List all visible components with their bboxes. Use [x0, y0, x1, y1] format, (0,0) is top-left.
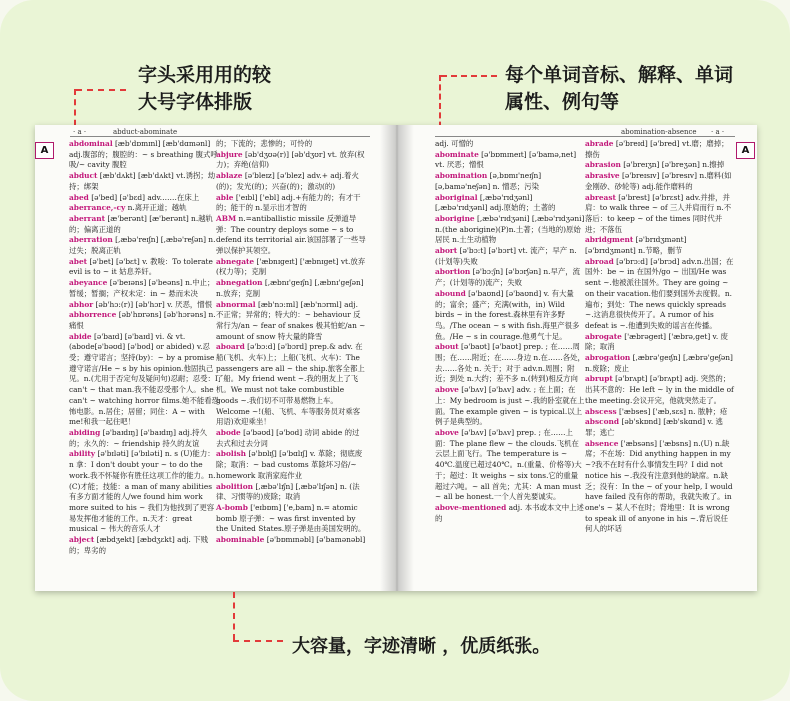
dictionary-spread: [35, 125, 757, 591]
entry-definition: [,æbrə'geɪʃn] [,æbrə'geʃən] n.废除；废止: [585, 353, 733, 373]
dictionary-entry: [216, 300, 366, 343]
entry-definition: [,æbə'reɪʃn] [,æbə'reʃən] n.过失；脱离正轨: [69, 235, 216, 256]
entry-headword: above: [435, 427, 459, 437]
dictionary-entry: [216, 449, 366, 481]
entry-definition: [ə'bəʊd] [ə'bod] 动词 abide 的过去式和过去分词: [216, 427, 360, 448]
entry-headword: aberration: [69, 235, 113, 245]
entry-headword: abduct: [69, 171, 98, 181]
entry-headword: ability: [69, 449, 96, 459]
entry-definition: [ə'bʌv] [ə'bʌv] prep. ; 在……上面：The plane flew ~ the clouds.飞机在云层上面飞行。The temperature is ~ 40℃.温度已超过40℃。n.(重量、价格等)大于；超过：It weighs ~ six tons.它的重量超过六吨。~ all 首先；尤其：A man must ~ all be honest.一个人首先要诚实。: [435, 427, 582, 502]
entry-definition: [æbdʒekt] [æbdʒɛkt] adj. 下贱的；卑劣的: [69, 535, 209, 555]
entry-headword: abjure: [216, 149, 243, 159]
entry-definition: adj. 可憎的: [435, 139, 474, 148]
dictionary-entry: [216, 342, 366, 428]
entry-definition: [ə,bɒmɪ'neɪʃn] [ə,bamə'neʃən] n. 憎恶；污染: [435, 171, 542, 191]
callout-top-left: [138, 62, 271, 116]
entry-definition: [ə'brɪdʒmənt] [ə'brɪdʒmənt] n.节略，删节: [585, 235, 687, 256]
entry-headword: above-mentioned: [435, 502, 507, 512]
dictionary-entry: [435, 289, 585, 343]
entry-headword: abiding: [69, 427, 101, 437]
callout-top-right-line1: 每个单词音标、解释、单词: [505, 64, 734, 86]
entry-definition: [ə'breɪʒn] [ə'breʒən] n.擦掉: [623, 160, 725, 170]
entry-definition: [ə'bɔ:t] [ə'bɔrt] vt. 流产；早产 n.(计划等)失败: [435, 246, 577, 266]
dictionary-entry: [216, 214, 366, 257]
dictionary-entry: [435, 267, 585, 288]
entry-headword: abide: [69, 331, 92, 341]
entry-definition: [ə'bed] [ə'bɛd] adv.……在床上: [91, 192, 200, 202]
callout-top-right-leader-h: [441, 75, 497, 77]
left-letter-tab: A: [35, 142, 54, 159]
dictionary-entry: [69, 300, 219, 311]
callout-top-left-line2: 大号字体排版: [138, 91, 253, 113]
right-letter-tab: A: [736, 142, 755, 159]
dictionary-entry: [69, 171, 219, 192]
dictionary-entry: [435, 246, 585, 267]
entry-definition: [,æbnɪ'geɪʃn] [,æbnɪ'geʃən] n.放弃；克制: [216, 278, 364, 298]
dictionary-entry: [69, 139, 219, 171]
entry-definition: [ə'bɒmɪneɪt] [ə'bamə,net] vt. 厌恶；憎恨: [435, 149, 577, 170]
entry-headword: abolition: [216, 481, 254, 491]
entry-definition: ['æbrəgeɪt] ['æbrə,get] v. 废除；取消: [585, 331, 728, 352]
entry-headword: abrasive: [585, 171, 620, 181]
dictionary-entry: [69, 278, 219, 299]
dictionary-entry: [585, 171, 735, 192]
entry-definition: [ə'bet] [ə'bɛt] v. 教唆：To tolerate evil is to ~ it 姑息养奸。: [69, 256, 213, 277]
entry-headword: abnormal: [216, 299, 256, 309]
entry-definition: n.离开正道；越轨: [127, 203, 187, 213]
entry-definition: [ə'bɔ:ʃn] [ə'bɔrʃən] n.早产，流产；(计划等的)流产；失败: [435, 267, 581, 288]
entry-headword: above: [435, 385, 459, 395]
dictionary-entry: [69, 203, 219, 214]
right-page: [399, 125, 757, 591]
entry-definition: [,æbə'rɪdʒəni] [,æbə'rɪdʒəni] n.(the aborigine)(P)n.土著；(当地的)原始居民 n.土生动植物: [435, 213, 585, 245]
entry-definition: [æb'nɔ:ml] [æb'nɔrml] adj. 不正常；异常的；特大的：~ behaviour 反常行为/an ~ fear of snakes 极其怕蛇/an ~ amount of snow 特大量的降雪: [216, 299, 366, 341]
entry-headword: abrasion: [585, 160, 621, 170]
entry-headword: aboard: [216, 342, 245, 352]
entry-definition: [æb'dɒmɪnl] [æb'dɑmənl] adj.腹部的；腹腔的：~ s breathing 腹式呼吸/~ cavity 腹腔: [69, 139, 218, 170]
entry-headword: abortion: [435, 267, 471, 277]
dictionary-entry: [435, 139, 585, 150]
entry-definition: ['æbses] ['æb,sɛs] n. 脓肿；疮: [619, 406, 728, 416]
entry-definition: [æ'berənt] [æ'berənt] n.越轨的；偏离正道的: [69, 213, 213, 234]
entry-definition: adj. 本书或本文中上述的: [435, 502, 584, 523]
entry-headword: abhorrence: [69, 310, 117, 320]
entry-headword: abreast: [585, 192, 616, 202]
entry-definition: [əb'hɒrəns] [əb'hɔrəns] n.痛恨: [69, 310, 216, 330]
dictionary-entry: [69, 257, 219, 278]
entry-headword: abomination: [435, 171, 488, 181]
entry-headword: abdominal: [69, 139, 113, 148]
entry-headword: abominate: [435, 149, 479, 159]
dictionary-entry: [435, 342, 585, 385]
entry-definition: [ə'breɪd] [ə'bred] vt.磨；磨掉；擦伤: [585, 139, 729, 159]
dictionary-entry: [435, 385, 585, 428]
entry-headword: abort: [435, 246, 458, 256]
dictionary-entry: [435, 193, 585, 214]
entry-headword: abound: [435, 288, 466, 298]
entry-definition: [ə'baʊnd] [ə'baʊnd] v. 有大量的；富余；盛产；充满(with，in) Wild birds ~ in the forest.森林里有许多野鸟。/The ocean ~ s with fish.海里产很多鱼。/He ~ s in courage.他勇气十足。: [435, 288, 580, 341]
entry-headword: abject: [69, 535, 95, 545]
entry-headword: abscond: [585, 417, 620, 427]
right-column-2: [585, 139, 735, 535]
dictionary-entry: [69, 214, 219, 235]
dictionary-entry: [585, 332, 735, 353]
dictionary-entry: [216, 503, 366, 535]
dictionary-entry: [435, 214, 585, 246]
dictionary-entry: [585, 193, 735, 236]
entry-definition: [əb'hɔ:(r)] [əb'hɔr] v. 厌恶，憎恨: [95, 299, 213, 309]
entry-headword: ABM: [216, 213, 237, 223]
dictionary-entry: [435, 171, 585, 192]
dictionary-entry: [216, 482, 366, 503]
entry-definition: ['eɪbɒm] ['e,bam] n.= atomic bomb 原子弹：~ was first invented by the United States.原子弹是由美国发明的。: [216, 502, 366, 534]
entry-headword: aberrance,-cy: [69, 203, 126, 213]
left-column-2: [216, 139, 366, 546]
callout-top-left-leader-h: [76, 89, 126, 91]
dictionary-entry: [69, 332, 219, 428]
entry-definition: [,æbə'lɪʃn] [,æbə'lɪʃən] n. (法律、习惯等的)废除；取消: [216, 481, 360, 502]
entry-headword: abrade: [585, 139, 614, 148]
entry-headword: abnegate: [216, 256, 255, 266]
entry-headword: abet: [69, 256, 88, 266]
entry-headword: ablaze: [216, 171, 243, 181]
dictionary-entry: [216, 150, 366, 171]
callout-bottom-leader-v: [233, 592, 235, 640]
entry-definition: n.=antiballistic missile 反弹道导弹：The country deploys some ~ s to defend its territorial air.该国部署了一些导弹以保护其领空。: [216, 213, 366, 256]
left-page-header: abduct-abominate: [113, 128, 178, 136]
dictionary-entry: [69, 535, 219, 556]
entry-headword: abscess: [585, 406, 617, 416]
entry-headword: absence: [585, 438, 619, 448]
dictionary-entry: [216, 257, 366, 278]
entry-definition: ['æbnɪgeɪt] ['æbnɪget] vt.放弃(权力等)；克制: [216, 256, 366, 277]
entry-definition: [ə'brest] [ə'brɛst] adv.并排，并肩：to walk three ~ of 三人并肩而行 n.不落后：to keep ~ of the times 同时代并进；不落伍: [585, 192, 732, 234]
entry-definition: 的；下流的；悲惨的；可怜的: [216, 139, 313, 148]
callout-top-left-line1: 字头采用用的较: [138, 64, 272, 86]
entry-definition: [ə'baɪdɪŋ] [ə'baɪdɪŋ] adj.持久的；永久的：~ friendship 持久的友谊: [69, 427, 207, 448]
left-page: [35, 125, 393, 591]
entry-definition: [ə'baɪd] [ə'baɪd] vi. & vt. (abode[ə'bəʊd] [ə'bod] or abided) v.忍受；遵守诺言；坚持(by)：~ by a promise 遵守诺言/He ~ s by his opinion.他固执己见。n.(尤用于否定句及疑问句)忍耐；忍受：I can't ~ that man.我不能忍受那个人。she can't ~ watching horror films.她不能看恐怖电影。n.居住；居留；同住：A ~ with me!和我一起住吧！: [69, 331, 220, 427]
dictionary-entry: [69, 193, 219, 204]
entry-headword: abominable: [216, 535, 265, 545]
left-header-rule: [70, 136, 370, 137]
dictionary-entry: [69, 235, 219, 256]
entry-definition: [əb'skɒnd] [æb'skɑnd] v. 逃罪；逃亡: [585, 417, 723, 437]
entry-definition: [ə'brʌpt] [ə'brʌpt] adj. 突然的；出其不意的：He left ~ ly in the middle of the meeting.会议开完，他就突然走了。: [585, 374, 734, 405]
entry-definition: [ə'brɔ:d] [ə'brɔd] adv.n.出国；在国外：be ~ in 在国外/go ~ 出国/He was sent ~.他被派往国外。They are going ~ on their vacation.他们要到国外去度假。n.遍布；到处：The news quickly spreads ~.这消息很快传开了。A rumor of his defeat is ~.他遭到失败的谣言在传播。: [585, 256, 734, 330]
left-column-1: [69, 139, 219, 556]
entry-headword: able: [216, 192, 234, 202]
entry-headword: abhor: [69, 299, 94, 309]
entry-headword: abrogation: [585, 353, 631, 363]
entry-headword: abolish: [216, 449, 247, 459]
entry-headword: aboriginal: [435, 192, 478, 202]
entry-definition: [æb'dʌkt] [æb'dʌkt] vt.诱拐；劫持；绑架: [69, 171, 216, 191]
entry-headword: abrupt: [585, 374, 613, 384]
dictionary-entry: [69, 310, 219, 331]
entry-definition: [ə'beɪəns] [ə'beəns] n.中止；暂缓；暂搁；产权未定：in ~ 悬而未决: [69, 278, 215, 298]
entry-definition: [ə'breɪsɪv] [ə'bresɪv] n.磨料(如金刚砂、砂轮等) adj.能作磨料的: [585, 171, 732, 191]
entry-headword: abridgment: [585, 235, 634, 245]
dictionary-entry: [216, 278, 366, 299]
right-header-rule: [435, 136, 735, 137]
dictionary-entry: [435, 503, 585, 524]
callout-top-right: [505, 62, 733, 116]
callout-bottom-leader-h: [233, 640, 283, 642]
entry-headword: aborigine: [435, 213, 475, 223]
entry-definition: [ə'bɔ:d] [ə'bɔrd] prep.& adv. 在船(飞机、火车)上；上船(飞机、火车)：The passengers are all ~ the ship.旅客全都上了船。My friend went ~.我的朋友上了飞机。We must not take combustible goods ~.我们切不可带易燃物上车。Welcome ~!(船、飞机、车等服务员对乘客用语)欢迎乘坐！: [216, 342, 365, 427]
dictionary-entry: [69, 449, 219, 535]
entry-definition: [əb'dʒʊə(r)] [əb'dʒʊr] vt. 放弃(权力)；弃绝(信仰): [216, 149, 365, 170]
dictionary-entry: [216, 139, 366, 150]
dictionary-entry: [585, 417, 735, 438]
dictionary-entry: [585, 439, 735, 535]
entry-definition: [ə'bleɪz] [ə'blez] adv.+ adj.着火(的)；发光(的)；兴奋(的)；激动(的): [216, 171, 359, 191]
entry-headword: abroad: [585, 256, 614, 266]
entry-headword: abode: [216, 427, 241, 437]
dictionary-entry: [585, 353, 735, 374]
dictionary-entry: [585, 374, 735, 406]
entry-definition: [ə'bɒmɪnəbl] [ə'bamənəbl]: [266, 535, 366, 545]
entry-headword: about: [435, 342, 459, 352]
entry-definition: [ə'baʊt] [ə'baʊt] prep. ; 在……周围；在……附近；在……身边 n.在……各处，去……各处 n. 关于；对于 adv.n.周围；附近；到处 n.大约；差不多 n.(转到)相反方向: [435, 342, 585, 384]
dictionary-entry: [435, 428, 585, 503]
entry-headword: abnegation: [216, 278, 263, 288]
dictionary-entry: [585, 257, 735, 332]
entry-definition: [ə'bʌv] [ə'bʌv] adv. ; 在上面；在上：My bedroom is just ~.我的卧室就在上面。The example given ~ is typical.以上例子是典型的。: [435, 385, 585, 427]
right-page-header: abomination-absence: [621, 128, 697, 136]
entry-definition: ['eɪbl] ['ebl] adj.+有能力的；有才干的；能干的 n.显示出才智的: [216, 192, 361, 213]
dictionary-entry: [216, 535, 366, 546]
dictionary-entry: [585, 139, 735, 160]
entry-definition: [,æbə'rɪdʒənl] [,æbə'rɪdʒənl] adj.原始的；土著的: [435, 192, 556, 213]
dictionary-entry: [216, 193, 366, 214]
dictionary-entry: [216, 171, 366, 192]
right-column-1: [435, 139, 585, 524]
dictionary-entry: [585, 235, 735, 256]
book-gutter: [380, 125, 414, 591]
dictionary-entry: [216, 428, 366, 449]
right-page-dots: · a ·: [711, 128, 725, 136]
entry-headword: abeyance: [69, 278, 108, 288]
dictionary-entry: [69, 428, 219, 449]
entry-headword: aberrant: [69, 213, 106, 223]
dictionary-entry: [585, 407, 735, 418]
dictionary-entry: [585, 160, 735, 171]
entry-definition: [ə'bɒlɪʃ] [ə'bɑlɪʃ] v. 革除；彻底废除；取消：~ bad customs 革除坏习俗/~ homework 取消家庭作业: [216, 449, 363, 480]
left-page-dots: · a ·: [73, 128, 87, 136]
callout-bottom: 大容量，字迹清晰 ，优质纸张。: [292, 636, 551, 657]
dictionary-entry: [435, 150, 585, 171]
entry-definition: [ə'bɪləti] [ə'bɪləti] n. s (U)能力：n 拿：I don't doubt your ~ to do the work.我不怀疑你有胜任这项工作的能力。n.(C)才能；技能：a man of many abilities 有多方面才能的人/we found him work more suited to his ~ 我们为他找到了更容易发挥他才能的工作。n.天才：great musical ~ 伟大的音乐人才: [69, 449, 216, 534]
entry-definition: ['æbsəns] ['æbsns] n.(U) n.缺席；不在场：Did anything happen in my ~?我不在时有什么事情发生吗？I did not notice his ~.我没有注意到他的缺席。n.缺乏；没有：In the ~ of your help, I would have failed 没有你的帮助，我就失败了。in one's ~ 某人不在时；背地里：It is wrong to speak ill of anyone in his ~.背后说任何人的坏话: [585, 438, 733, 534]
entry-headword: A-bomb: [216, 502, 248, 512]
entry-headword: abrogate: [585, 331, 622, 341]
callout-top-right-line2: 属性、例句等: [505, 91, 620, 113]
entry-headword: abed: [69, 192, 89, 202]
